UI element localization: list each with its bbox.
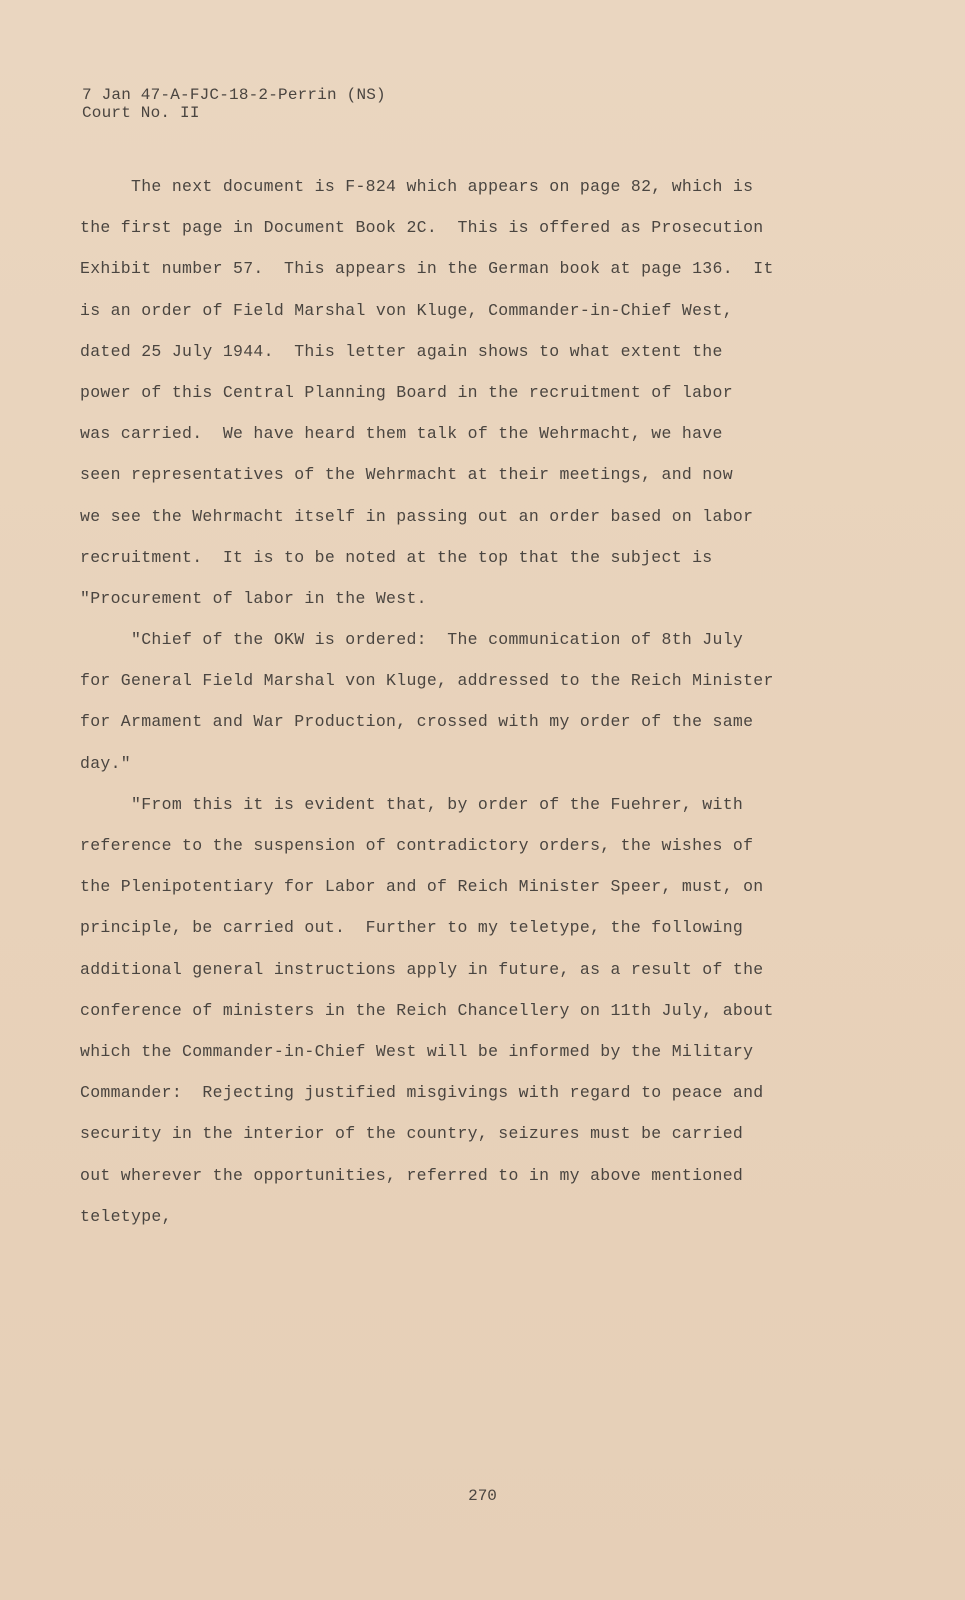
body-line: is an order of Field Marshal von Kluge, Commander-in-Chief West, — [80, 300, 733, 320]
body-line: "From this it is evident that, by order of the Fuehrer, with — [80, 794, 744, 814]
body-line: was carried. We have heard them talk of the Wehrmacht, we have — [80, 424, 723, 444]
page-number: 270 — [468, 1487, 497, 1505]
document-header — [82, 86, 386, 122]
body-line: day." — [80, 753, 132, 773]
body-line: we see the Wehrmacht itself in passing out an order based on labor — [80, 506, 754, 526]
body-line: additional general instructions apply in future, as a result of the — [80, 959, 764, 979]
body-line: power of this Central Planning Board in the recruitment of labor — [80, 382, 733, 402]
body-line: for General Field Marshal von Kluge, addressed to the Reich Minister — [80, 671, 774, 691]
body-line: conference of ministers in the Reich Chancellery on 11th July, about — [80, 1000, 774, 1020]
header-reference-line: 7 Jan 47-A-FJC-18-2-Perrin (NS) — [82, 86, 386, 104]
header-court-line: Court No. II — [82, 104, 200, 122]
body-line: Commander: Rejecting justified misgivings with regard to peace and — [80, 1083, 764, 1103]
body-line: the first page in Document Book 2C. This is offered as Prosecution — [80, 218, 764, 238]
body-line: out wherever the opportunities, referred to in my above mentioned — [80, 1165, 744, 1185]
body-line: recruitment. It is to be noted at the top that the subject is — [80, 547, 713, 567]
body-line: "Chief of the OKW is ordered: The communication of 8th July — [80, 630, 744, 650]
body-line: Exhibit number 57. This appears in the German book at page 136. It — [80, 259, 774, 279]
body-line: which the Commander-in-Chief West will be informed by the Military — [80, 1041, 754, 1061]
body-line: dated 25 July 1944. This letter again shows to what extent the — [80, 341, 723, 361]
body-line: The next document is F-824 which appears on page 82, which is — [80, 177, 754, 196]
body-line: principle, be carried out. Further to my teletype, the following — [80, 918, 744, 938]
body-line: "Procurement of labor in the West. — [80, 588, 427, 608]
body-line: the Plenipotentiary for Labor and of Reich Minister Speer, must, on — [80, 877, 764, 897]
body-line: seen representatives of the Wehrmacht at their meetings, and now — [80, 465, 733, 485]
body-line: security in the interior of the country, seizures must be carried — [80, 1124, 744, 1144]
body-line: teletype, — [80, 1206, 172, 1226]
body-line: reference to the suspension of contradictory orders, the wishes of — [80, 836, 754, 855]
body-line: for Armament and War Production, crossed with my order of the same — [80, 712, 754, 732]
document-body — [80, 166, 800, 1237]
